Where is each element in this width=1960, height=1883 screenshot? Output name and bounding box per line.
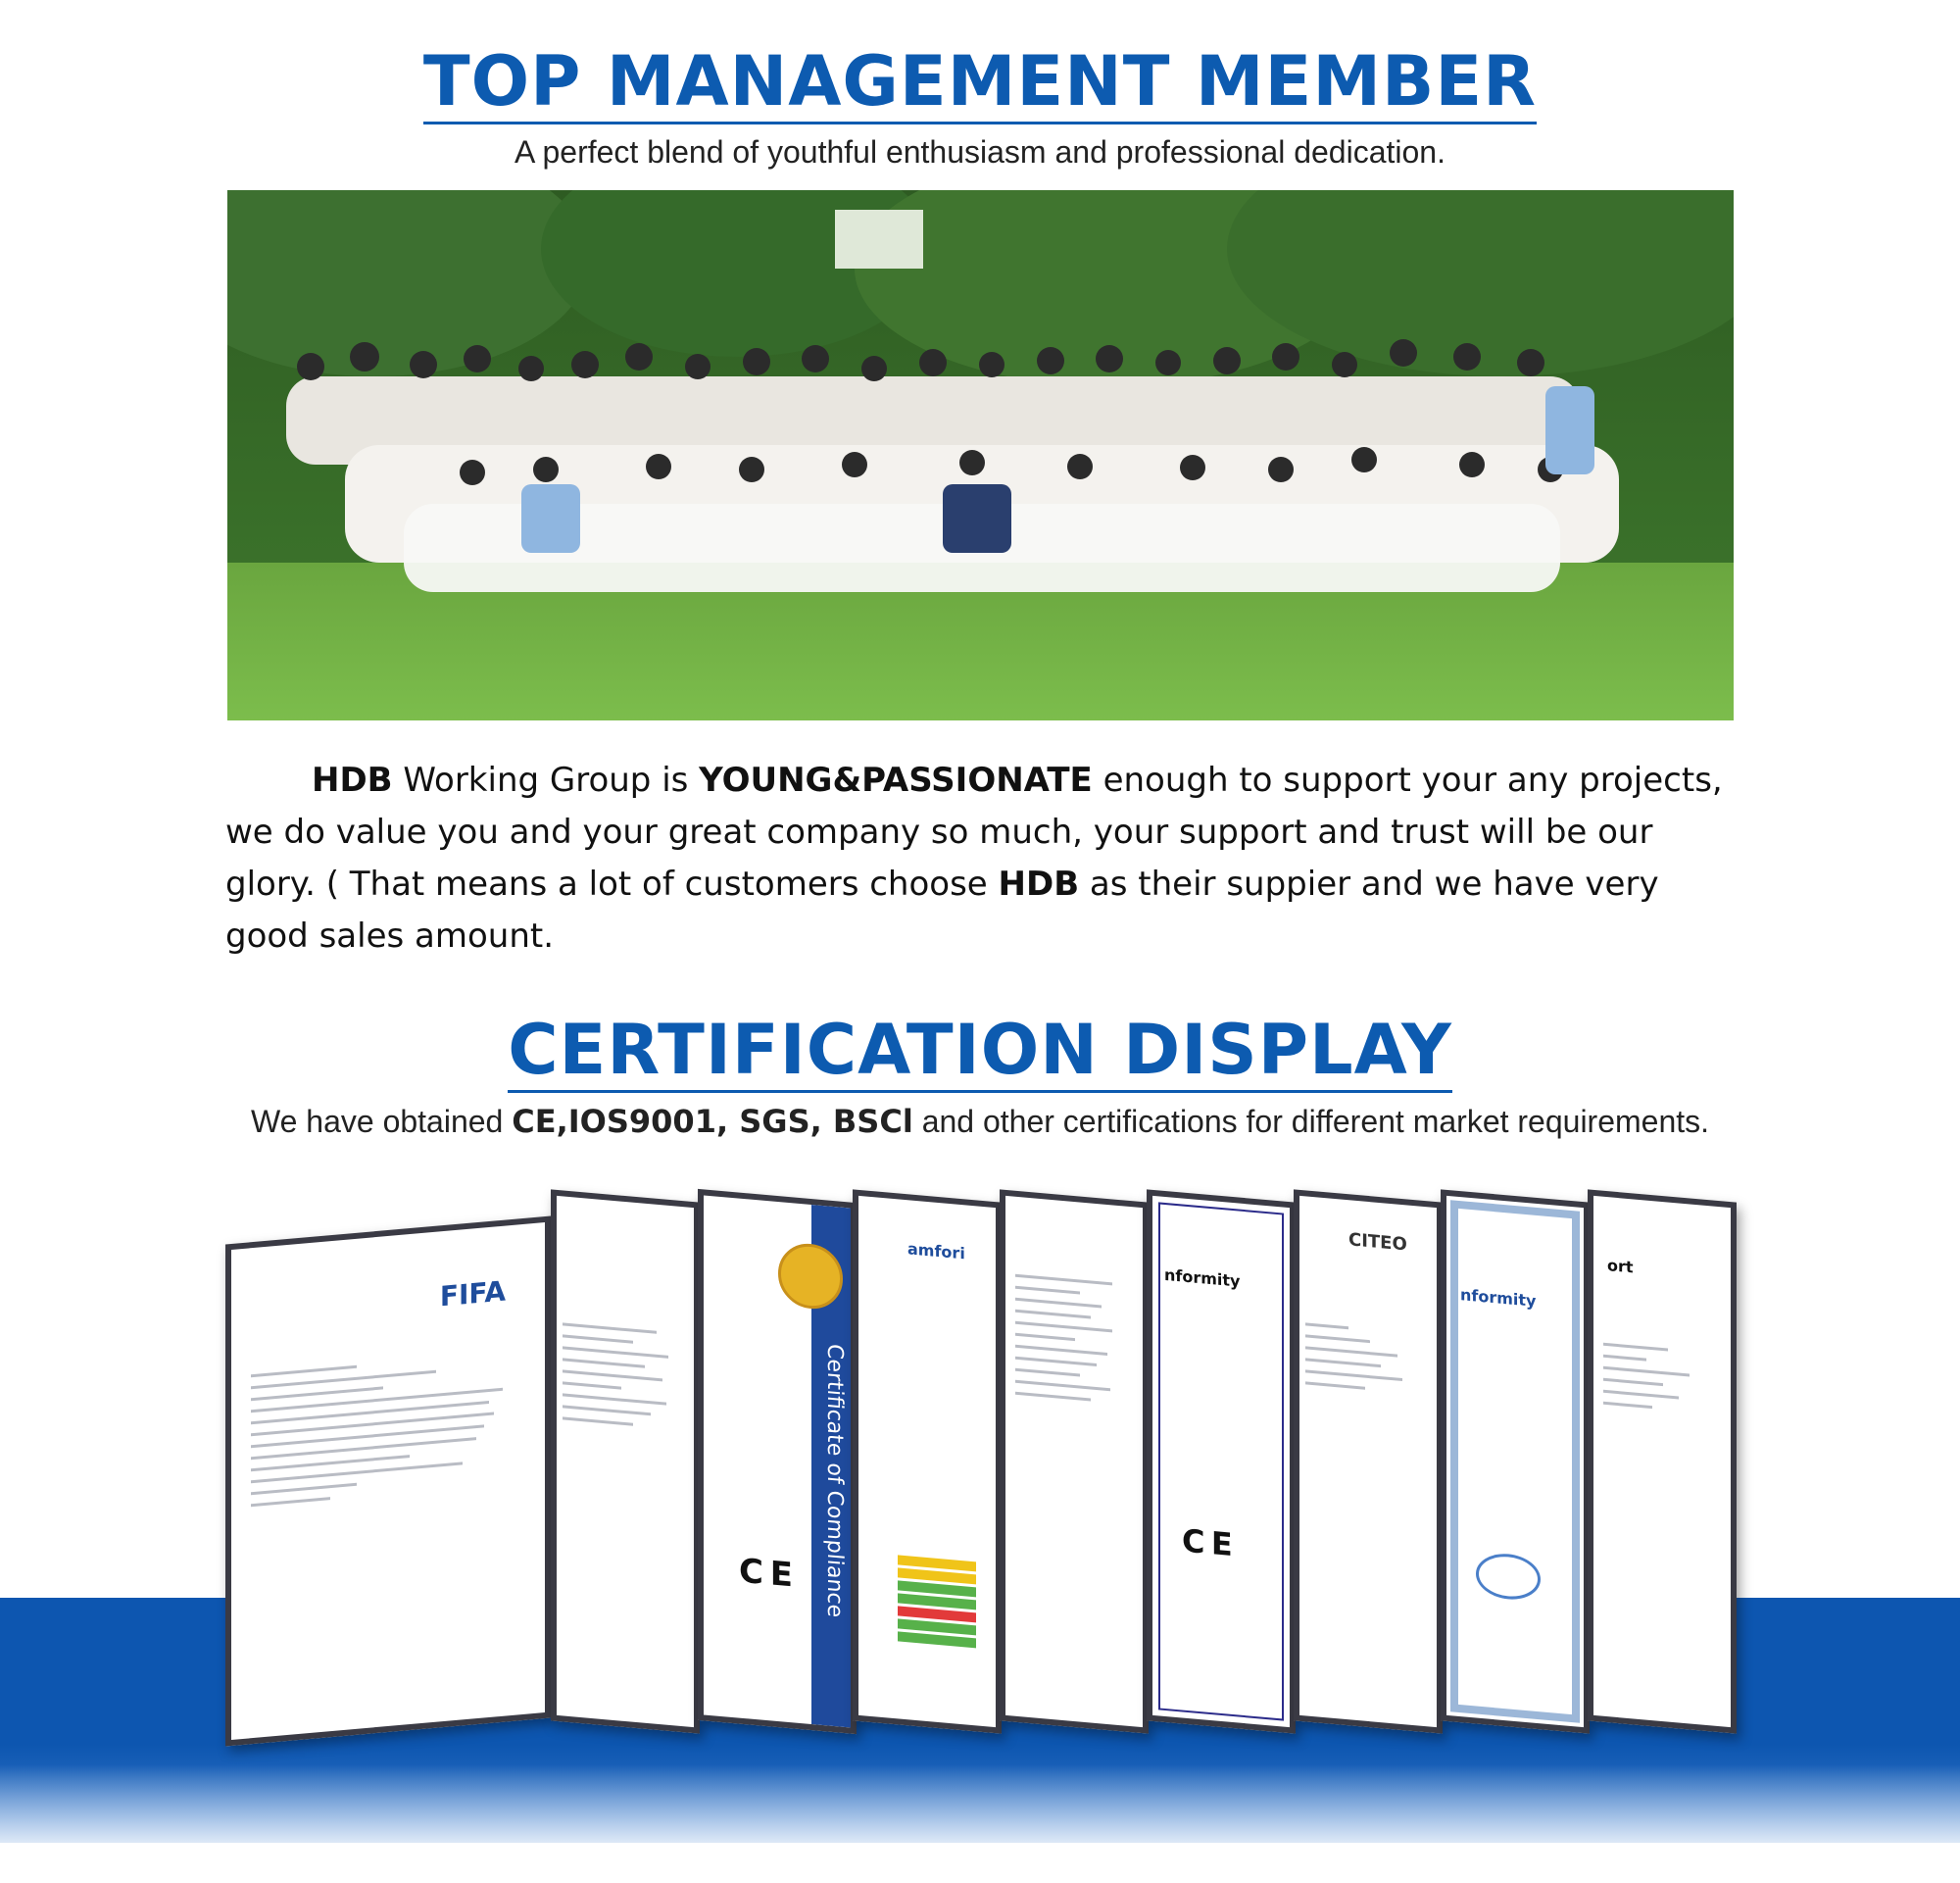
certificate-text-lines: [1015, 1265, 1123, 1413]
certificates-row: [0, 1171, 1960, 1759]
certificate-text-lines: [1305, 1313, 1413, 1403]
paragraph-text-2: enough to support your any projects, we do value you and your great company so much, your support and trust will be our glory. ( That means a lot of customers choose: [225, 761, 1723, 904]
certificate-text-lines: [1603, 1334, 1711, 1423]
certificate-conformity: [1441, 1189, 1590, 1733]
cert-section-heading: [0, 1010, 1960, 1140]
certificate-fifa: [225, 1215, 551, 1746]
team-description: [225, 755, 1740, 963]
ce-mark-icon: C E: [739, 1551, 793, 1596]
certificate-logo: nformity: [1460, 1285, 1537, 1311]
certificate-logo: nformity: [1164, 1264, 1241, 1291]
team-section-title: TOP MANAGEMENT MEMBER: [423, 47, 1537, 124]
cert-section-title: CERTIFICATION DISPLAY: [508, 1016, 1452, 1093]
company-name: HDB: [312, 761, 393, 800]
certificate-text-lines: [563, 1313, 680, 1438]
team-section-heading: [0, 41, 1960, 171]
paragraph-text-3: as their suppier and we have very good sales amount.: [225, 865, 1659, 956]
certificate-compliance: [698, 1189, 857, 1734]
cert-section-subtitle: [0, 1103, 1960, 1140]
certificate-authorization: [551, 1189, 700, 1733]
certificate-logo: Certificate of Compliance: [822, 1343, 847, 1619]
certificate-conformity-ce: [1147, 1189, 1296, 1733]
team-group-photo: [227, 190, 1734, 720]
company-name-2: HDB: [998, 865, 1080, 904]
ce-mark-icon: C E: [1182, 1521, 1233, 1564]
certificate-border: [1450, 1200, 1580, 1723]
rating-bars: [898, 1552, 976, 1651]
certificate-logo: ort: [1607, 1256, 1634, 1277]
certificate-report: [1588, 1189, 1737, 1733]
certificate-text-lines: [251, 1343, 515, 1516]
certificate-logo: CITEO: [1348, 1229, 1407, 1256]
certificate-action-plan: [1000, 1189, 1149, 1733]
band-fade: [0, 1764, 1960, 1883]
certificate-logo: FIFA: [439, 1274, 506, 1313]
cert-subtitle-pre: We have obtained: [250, 1104, 513, 1139]
cert-subtitle-bold: CE,IOS9001, SGS, BSCl: [512, 1103, 913, 1140]
cert-subtitle-post: and other certifications for different market requirements.: [912, 1104, 1710, 1139]
team-section-subtitle: A perfect blend of youthful enthusiasm and professional dedication.: [514, 134, 1446, 170]
certificate-logo: amfori: [907, 1239, 965, 1264]
certificate-amfori: [853, 1189, 1002, 1733]
paragraph-emphasis: YOUNG&PASSIONATE: [699, 761, 1093, 800]
certificate-citeo: [1294, 1189, 1443, 1733]
paragraph-text-1: Working Group is: [392, 761, 700, 800]
